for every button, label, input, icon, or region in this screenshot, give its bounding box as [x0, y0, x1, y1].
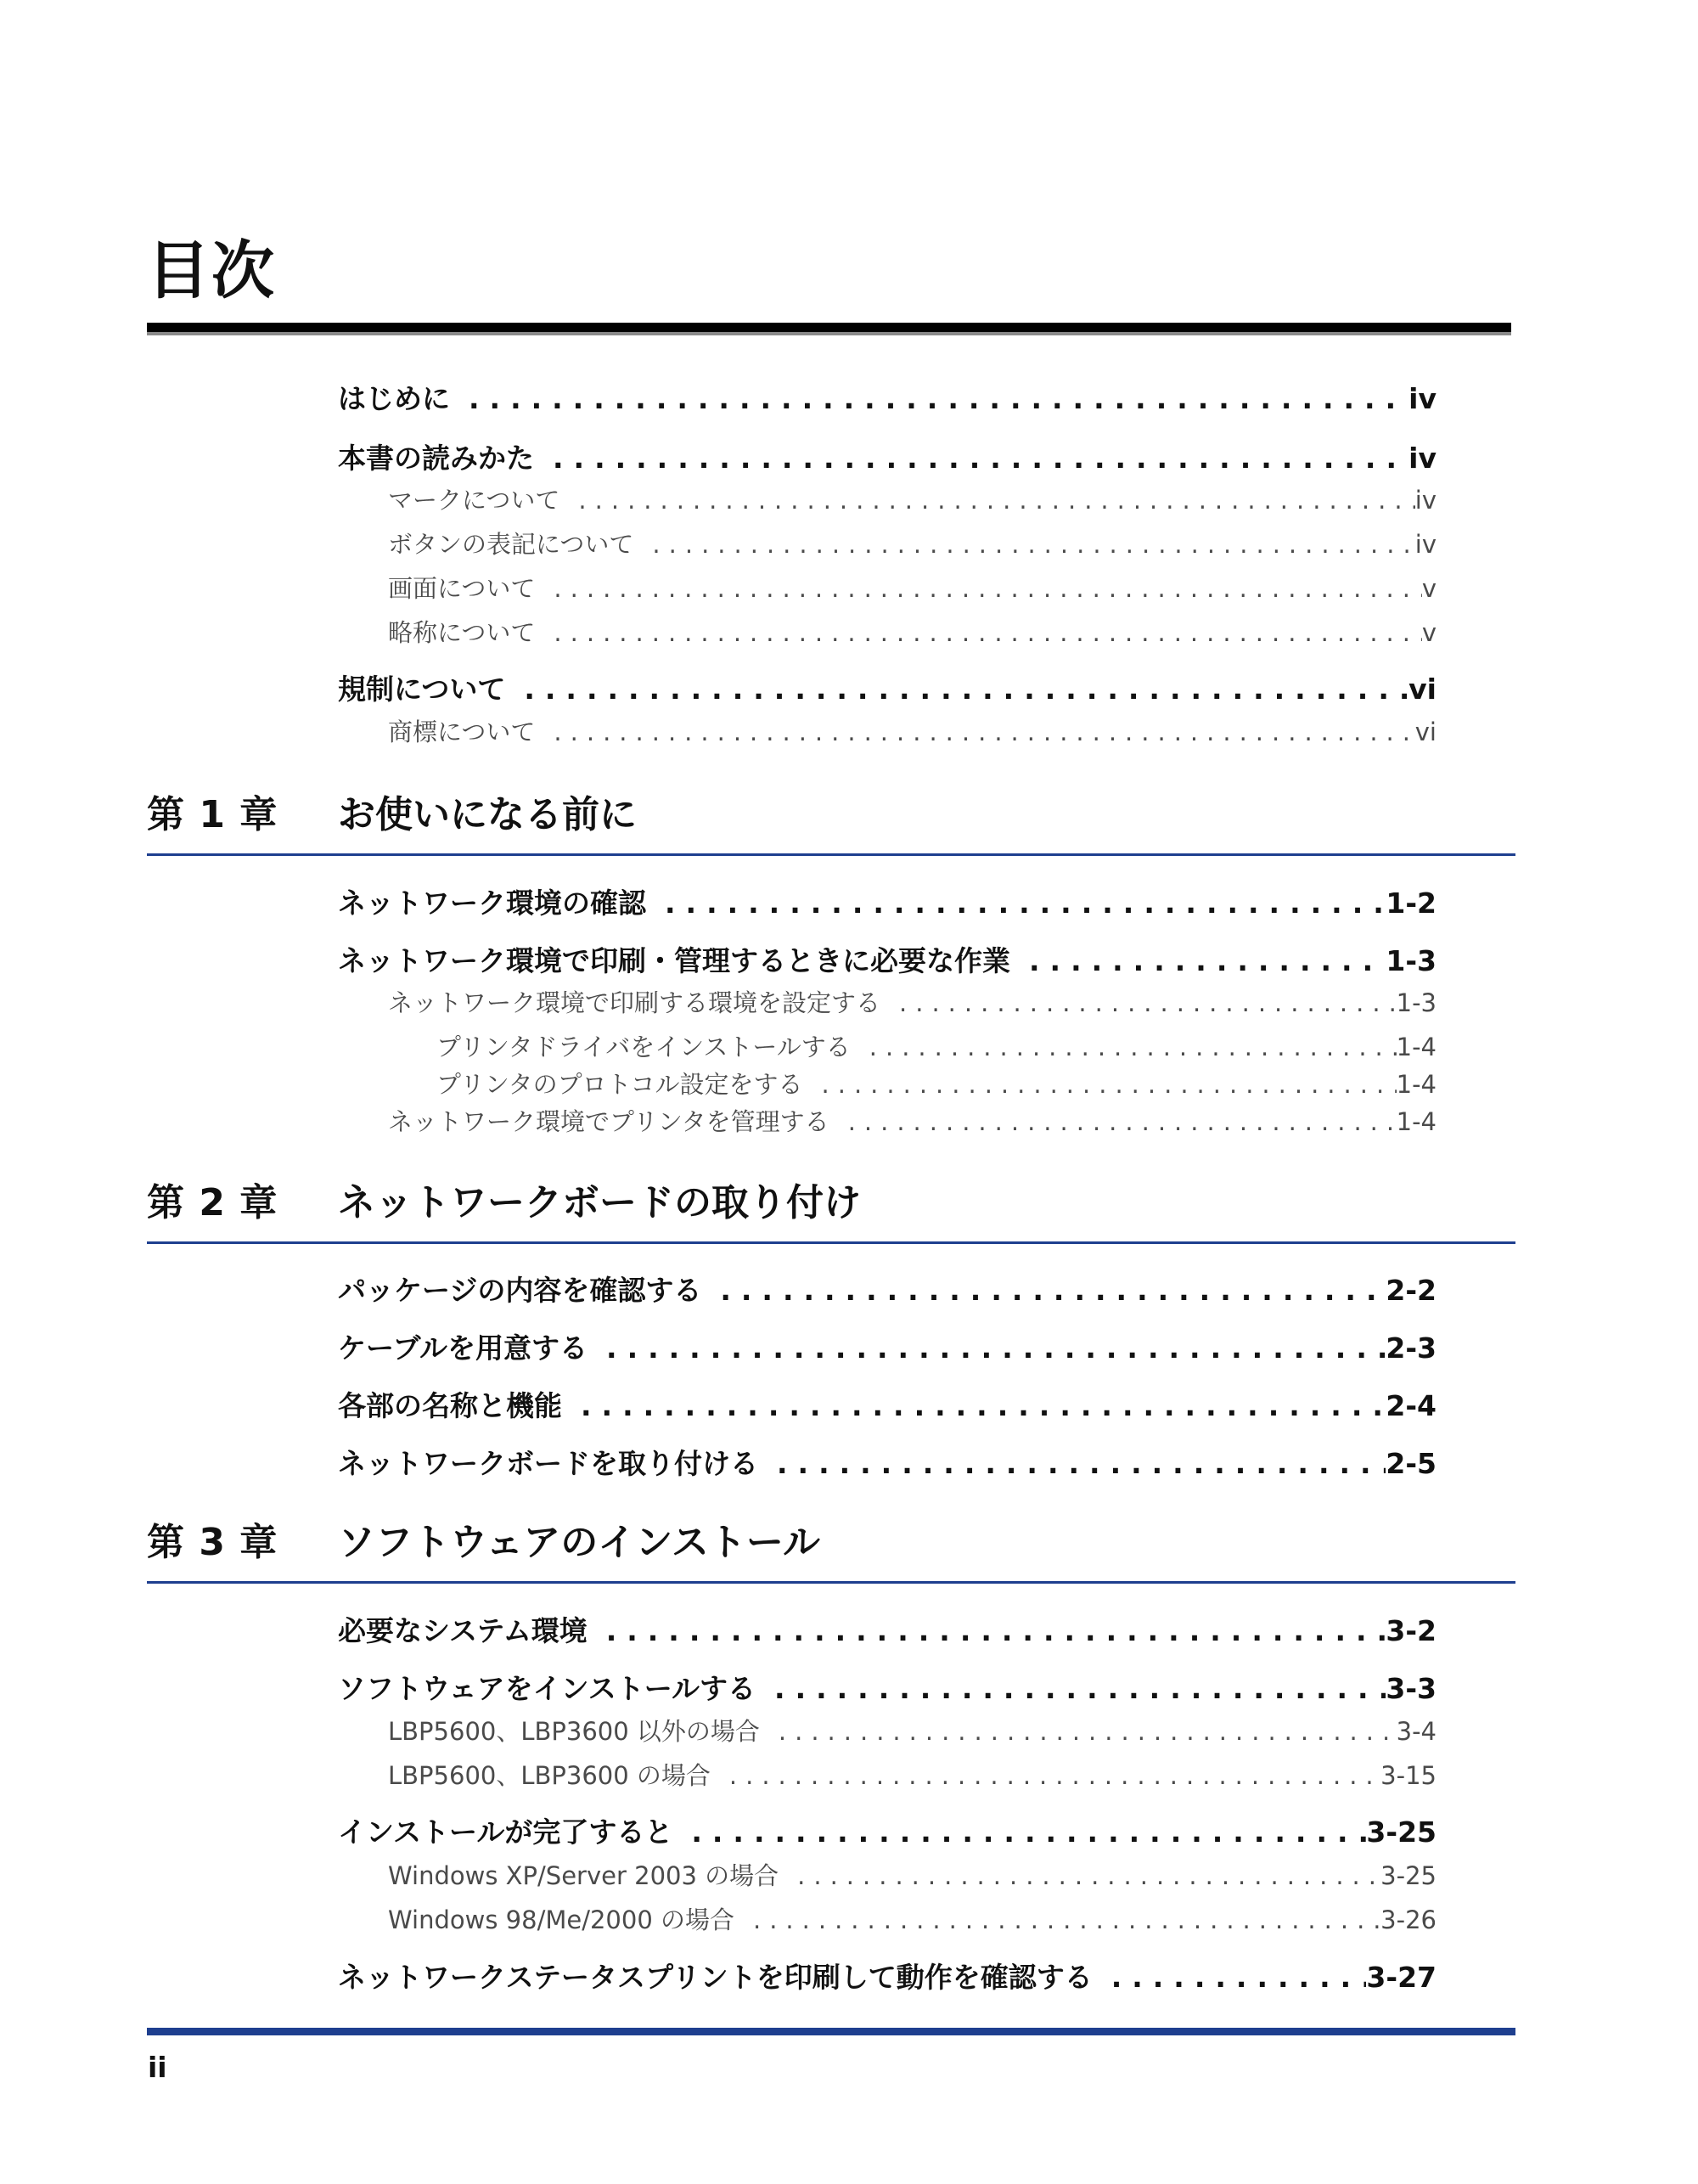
toc-entry-page: 2-2 — [1386, 1275, 1437, 1307]
toc-entry-title: はじめに — [338, 384, 450, 415]
toc-entry-page: 3-4 — [1396, 1719, 1437, 1746]
toc-entry-title: 各部の名称と機能 — [338, 1391, 562, 1422]
toc-subentry[interactable] — [388, 620, 1437, 647]
toc-entry-title: ネットワークステータスプリントを印刷して動作を確認する — [338, 1962, 1093, 1994]
toc-entry-title: 必要なシステム環境 — [338, 1616, 588, 1647]
page-number: ii — [148, 2051, 167, 2084]
toc-entry[interactable] — [338, 1391, 1437, 1421]
toc-subentry[interactable] — [388, 532, 1437, 559]
toc-entry-page: vi — [1408, 674, 1437, 706]
toc-entry-title: ネットワークボードを取り付ける — [338, 1449, 758, 1480]
toc-entry-page: iv — [1408, 384, 1437, 415]
toc-entry-title: Windows 98/Me/2000 の場合 — [388, 1907, 734, 1934]
chapter-rule — [147, 853, 1515, 856]
toc-leader — [803, 1072, 1397, 1099]
chapter-title[interactable]: お使いになる前に — [338, 793, 637, 836]
toc-subentry[interactable] — [388, 487, 1437, 515]
toc-entry-title: インストールが完了すると — [338, 1817, 673, 1849]
toc-entry-title: ソフトウェアをインストールする — [338, 1674, 756, 1705]
toc-entry-page: 2-4 — [1386, 1391, 1437, 1422]
toc-entry-title: プリンタのプロトコル設定をする — [436, 1072, 803, 1099]
toc-entry-title: パッケージの内容を確認する — [338, 1275, 702, 1307]
toc-entry[interactable] — [338, 443, 1437, 474]
chapter-rule — [147, 1581, 1515, 1584]
toc-entry[interactable] — [338, 674, 1437, 705]
toc-leader — [672, 1817, 1366, 1848]
toc-entry-title: 画面について — [388, 576, 536, 603]
toc-entry-page: 1-2 — [1386, 888, 1437, 920]
toc-subsubentry[interactable] — [436, 1034, 1437, 1061]
toc-entry-title: 商標について — [388, 719, 536, 746]
chapter-rule — [147, 1241, 1515, 1244]
toc-entry-page: 2-3 — [1386, 1333, 1437, 1365]
toc-entry-title: LBP5600、LBP3600 以外の場合 — [388, 1719, 760, 1746]
toc-entry-title: LBP5600、LBP3600 の場合 — [388, 1763, 711, 1790]
toc-leader — [535, 719, 1414, 746]
toc-entry[interactable] — [338, 384, 1437, 414]
toc-entry-title: ネットワーク環境でプリンタを管理する — [388, 1109, 829, 1136]
toc-entry-page: 3-3 — [1386, 1674, 1437, 1705]
toc-entry-page: iv — [1414, 532, 1437, 559]
toc-entry[interactable] — [338, 1962, 1437, 1993]
toc-leader — [535, 576, 1421, 603]
toc-subentry[interactable] — [388, 1763, 1437, 1790]
toc-leader — [562, 1391, 1386, 1421]
toc-subentry[interactable] — [388, 1863, 1437, 1890]
chapter-title[interactable]: ネットワークボードの取り付け — [338, 1181, 861, 1224]
toc-entry[interactable] — [338, 1449, 1437, 1479]
chapter-number: 第 3 章 — [147, 1521, 278, 1564]
toc-leader — [701, 1275, 1386, 1306]
toc-entry[interactable] — [338, 1817, 1437, 1848]
toc-entry-title: 略称について — [388, 620, 536, 647]
toc-entry-page: 3-2 — [1386, 1616, 1437, 1647]
toc-entry[interactable] — [338, 946, 1437, 977]
toc-leader — [646, 888, 1386, 919]
toc-leader — [559, 487, 1414, 515]
toc-entry-page: 2-5 — [1386, 1449, 1437, 1480]
toc-entry-page: 1-3 — [1396, 990, 1437, 1017]
toc-subentry[interactable] — [388, 1907, 1437, 1934]
toc-entry[interactable] — [338, 1333, 1437, 1364]
toc-entry-title: プリンタドライバをインストールする — [436, 1034, 851, 1061]
toc-entry-page: iv — [1408, 443, 1437, 475]
toc-leader — [734, 1907, 1380, 1934]
toc-entry-page: 1-3 — [1386, 946, 1437, 977]
title-rule-shadow — [147, 332, 1511, 335]
toc-entry-page: iv — [1414, 487, 1437, 515]
toc-leader — [760, 1719, 1397, 1746]
toc-entry-page: 3-26 — [1380, 1907, 1437, 1934]
toc-leader — [633, 532, 1414, 559]
toc-leader — [711, 1763, 1380, 1790]
toc-subsubentry[interactable] — [436, 1072, 1437, 1099]
toc-subentry[interactable] — [388, 1109, 1437, 1136]
toc-leader — [588, 1333, 1386, 1364]
toc-subentry[interactable] — [388, 719, 1437, 746]
toc-entry-title: 規制について — [338, 674, 506, 706]
toc-leader — [880, 990, 1397, 1017]
toc-entry-page: v — [1421, 576, 1437, 603]
toc-leader — [758, 1449, 1386, 1479]
toc-entry[interactable] — [338, 888, 1437, 919]
toc-entry-page: 3-25 — [1366, 1817, 1437, 1849]
toc-entry-title: マークについて — [388, 487, 560, 515]
toc-entry-title: 本書の読みかた — [338, 443, 534, 475]
toc-entry-title: ケーブルを用意する — [338, 1333, 588, 1365]
toc-leader — [779, 1863, 1380, 1890]
chapter-title[interactable]: ソフトウェアのインストール — [338, 1521, 821, 1564]
toc-entry-page: 3-15 — [1380, 1763, 1437, 1790]
toc-leader — [588, 1616, 1386, 1646]
toc-entry[interactable] — [338, 1275, 1437, 1306]
toc-subentry[interactable] — [388, 576, 1437, 603]
toc-entry-title: ボタンの表記について — [388, 532, 634, 559]
toc-leader — [1010, 946, 1386, 977]
toc-subentry[interactable] — [388, 990, 1437, 1017]
toc-leader — [756, 1674, 1386, 1704]
toc-entry-title: Windows XP/Server 2003 の場合 — [388, 1863, 779, 1890]
toc-entry-page: 1-4 — [1396, 1034, 1437, 1061]
title-rule — [147, 323, 1511, 332]
toc-leader — [534, 443, 1408, 474]
toc-leader — [851, 1034, 1397, 1061]
toc-entry-page: 3-25 — [1380, 1863, 1437, 1890]
toc-entry-page: vi — [1414, 719, 1437, 746]
toc-entry[interactable] — [338, 1674, 1437, 1704]
chapter-number: 第 2 章 — [147, 1181, 278, 1224]
toc-entry-page: 1-4 — [1396, 1072, 1437, 1099]
toc-leader — [505, 674, 1408, 705]
toc-entry-title: ネットワーク環境で印刷・管理するときに必要な作業 — [338, 946, 1010, 977]
toc-leader — [450, 384, 1408, 414]
toc-entry-title: ネットワーク環境で印刷する環境を設定する — [388, 990, 881, 1017]
page-title: 目次 — [147, 234, 276, 307]
toc-leader — [535, 620, 1421, 647]
toc-entry-title: ネットワーク環境の確認 — [338, 888, 646, 920]
toc-entry-page: 3-27 — [1366, 1962, 1437, 1994]
toc-entry-page: 1-4 — [1396, 1109, 1437, 1136]
toc-entry[interactable] — [338, 1616, 1437, 1646]
toc-leader — [1093, 1962, 1367, 1993]
footer-rule — [147, 2028, 1515, 2035]
toc-leader — [829, 1109, 1397, 1136]
chapter-number: 第 1 章 — [147, 793, 278, 836]
toc-entry-page: v — [1421, 620, 1437, 647]
toc-subentry[interactable] — [388, 1719, 1437, 1746]
